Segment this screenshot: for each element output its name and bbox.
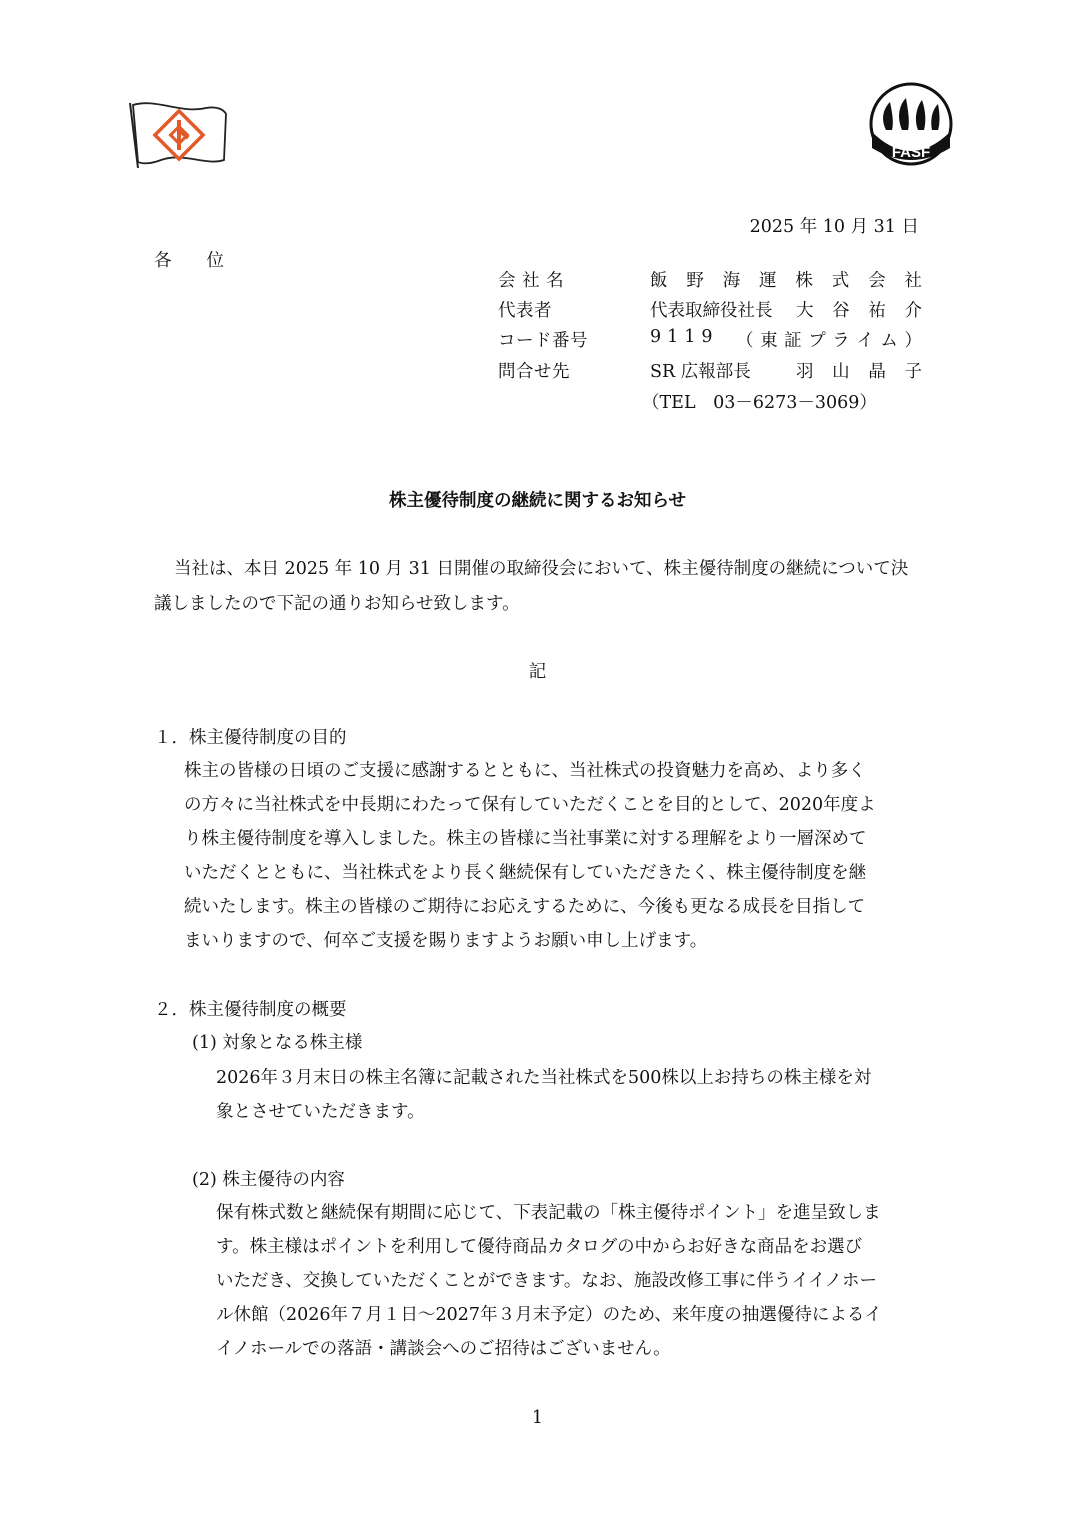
section1-line-4: いただくとともに、当社株式をより長く継続保有していただきたく、株主優待制度を継	[184, 863, 867, 883]
section1-line-5: 続いたします。株主の皆様のご期待にお応えするために、今後も更なる成長を目指して	[184, 897, 866, 917]
representative-title: 代表取締役社長	[650, 301, 773, 321]
page-number: 1	[531, 1408, 544, 1428]
section2-sub1-heading: (1) 対象となる株主様	[192, 1033, 363, 1053]
section1-line-1: 株主の皆様の日頃のご支援に感謝するとともに、当社株式の投資魅力を高め、より多く	[184, 761, 866, 781]
company-label: 会 社 名	[498, 271, 565, 291]
company-row	[498, 267, 922, 293]
company-name: 飯 野 海 運 株 式 会 社	[650, 271, 922, 291]
representative-label: 代表者	[498, 301, 552, 321]
section2-sub2-line-4: ル休館（2026年７月１日～2027年３月末予定）のため、来年度の抽選優待によるイ	[216, 1305, 882, 1325]
market-name: （ 東 証 プ ラ イ ム ）	[736, 331, 922, 351]
fasf-text: FASF	[891, 144, 931, 161]
representative-name: 大 谷 祐 介	[796, 301, 922, 321]
contact-row	[498, 358, 922, 384]
contact-title: SR 広報部長	[650, 362, 751, 382]
ki-marker: 記	[528, 662, 547, 682]
code-label: コード番号	[498, 331, 588, 351]
section2-sub2-line-3: いただき、交換していただくことができます。なお、施設改修工事に伴うイイノホー	[216, 1271, 877, 1291]
section2-sub1-line-2: 象とさせていただきます。	[216, 1102, 425, 1122]
code-row	[498, 327, 922, 353]
intro-line-2: 議しましたので下記の通りお知らせ致します。	[154, 594, 520, 614]
recipient: 各 位	[154, 251, 224, 271]
section1-line-2: の方々に当社株式を中長期にわたって保有していただくことを目的として、2020年度よ	[184, 795, 876, 815]
section2-sub1-line-1: 2026年３月末日の株主名簿に記載された当社株式を500株以上お持ちの株主様を対	[216, 1068, 872, 1088]
fasf-logo	[866, 82, 956, 166]
section2-sub2-line-2: す。株主様はポイントを利用して優待商品カタログの中からお好きな商品をお選び	[216, 1237, 863, 1257]
stock-code: 9119	[650, 327, 719, 347]
contact-tel: （TEL 03－6273－3069）	[642, 393, 877, 413]
representative-row	[498, 297, 922, 323]
contact-label: 問合せ先	[498, 362, 570, 382]
section1-line-3: り株主優待制度を導入しました。株主の皆様に当社事業に対する理解をより一層深めて	[184, 829, 867, 849]
document-title: 株主優待制度の継続に関するお知らせ	[389, 491, 686, 511]
section2-sub2-line-1: 保有株式数と継続保有期間に応じて、下表記載の「株主優待ポイント」を進呈致しま	[216, 1203, 881, 1223]
section1-line-6: まいりますので、何卒ご支援を賜りますようお願い申し上げます。	[184, 931, 708, 951]
section1-heading: １．株主優待制度の目的	[154, 728, 347, 748]
document-date: 2025 年 10 月 31 日	[749, 217, 919, 237]
section2-sub2-line-5: イノホールでの落語・講談会へのご招待はございません。	[216, 1339, 671, 1359]
intro-line-1: 当社は、本日 2025 年 10 月 31 日開催の取締役会において、株主優待制度の継続について決	[174, 559, 909, 579]
section2-heading: ２．株主優待制度の概要	[154, 1000, 347, 1020]
company-flag-logo	[126, 100, 230, 172]
section2-sub2-heading: (2) 株主優待の内容	[192, 1170, 345, 1190]
contact-name: 羽 山 晶 子	[796, 362, 922, 382]
